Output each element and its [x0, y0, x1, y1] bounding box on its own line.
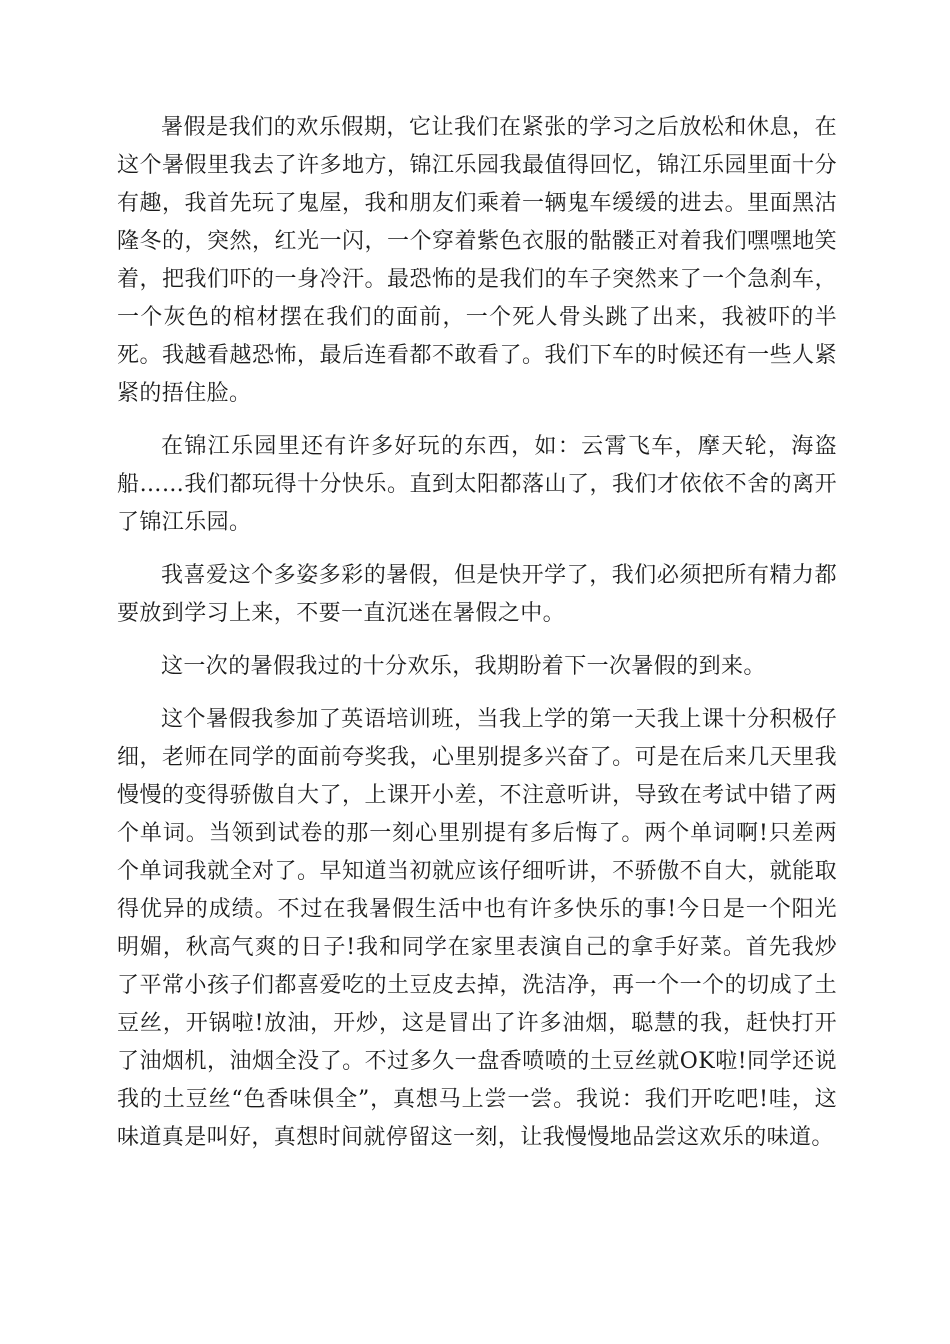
document-body [117, 109, 837, 1172]
paragraph-english-class-cooking: 这个暑假我参加了英语培训班，当我上学的第一天我上课十分积极仔细，老师在同学的面前夸奖我，心里别提多兴奋了。可是在后来几天里我慢慢的变得骄傲自大了，上课开小差，不注意听讲，导致在考试中错了两个单词。当领到试卷的那一刻心里别提有多后悔了。两个单词啊!只差两个单词我就全对了。早知道当初就应该仔细听讲，不骄傲不自大，就能取得优异的成绩。不过在我暑假生活中也有许多快乐的事!今日是一个阳光明媚，秋高气爽的日子!我和同学在家里表演自己的拿手好菜。首先我炒了平常小孩子们都喜爱吃的土豆皮去掉，洗洁净，再一个一个的切成了土豆丝，开锅啦!放油，开炒，这是冒出了许多油烟，聪慧的我，赶快打开了油烟机，油烟全没了。不过多久一盘香喷喷的土豆丝就OK啦!同学还说我的土豆丝“色香味俱全”，真想马上尝一尝。我说：我们开吃吧!哇，这味道真是叫好，真想时间就停留这一刻，让我慢慢地品尝这欢乐的味道。 [117, 707, 837, 1150]
paragraph-next-summer: 这一次的暑假我过的十分欢乐，我期盼着下一次暑假的到来。 [161, 654, 766, 679]
paragraph-back-to-study: 我喜爱这个多姿多彩的暑假，但是快开学了，我们必须把所有精力都要放到学习上来，不要一直沉迷在暑假之中。 [117, 563, 837, 626]
paragraph-park-rides: 在锦江乐园里还有许多好玩的东西，如：云霄飞车，摩天轮，海盗船……我们都玩得十分快乐。直到太阳都落山了，我们才依依不舍的离开了锦江乐园。 [117, 434, 837, 535]
paragraph-amusement-park: 暑假是我们的欢乐假期，它让我们在紧张的学习之后放松和休息，在这个暑假里我去了许多地方，锦江乐园我最值得回忆，锦江乐园里面十分有趣，我首先玩了鬼屋，我和朋友们乘着一辆鬼车缓缓的进去。里面黑沽隆冬的，突然，红光一闪，一个穿着紫色衣服的骷髅正对着我们嘿嘿地笑着，把我们吓的一身冷汗。最恐怖的是我们的车子突然来了一个急刹车，一个灰色的棺材摆在我们的面前，一个死人骨头跳了出来，我被吓的半死。我越看越恐怖，最后连看都不敢看了。我们下车的时候还有一些人紧紧的捂住脸。 [117, 115, 837, 406]
